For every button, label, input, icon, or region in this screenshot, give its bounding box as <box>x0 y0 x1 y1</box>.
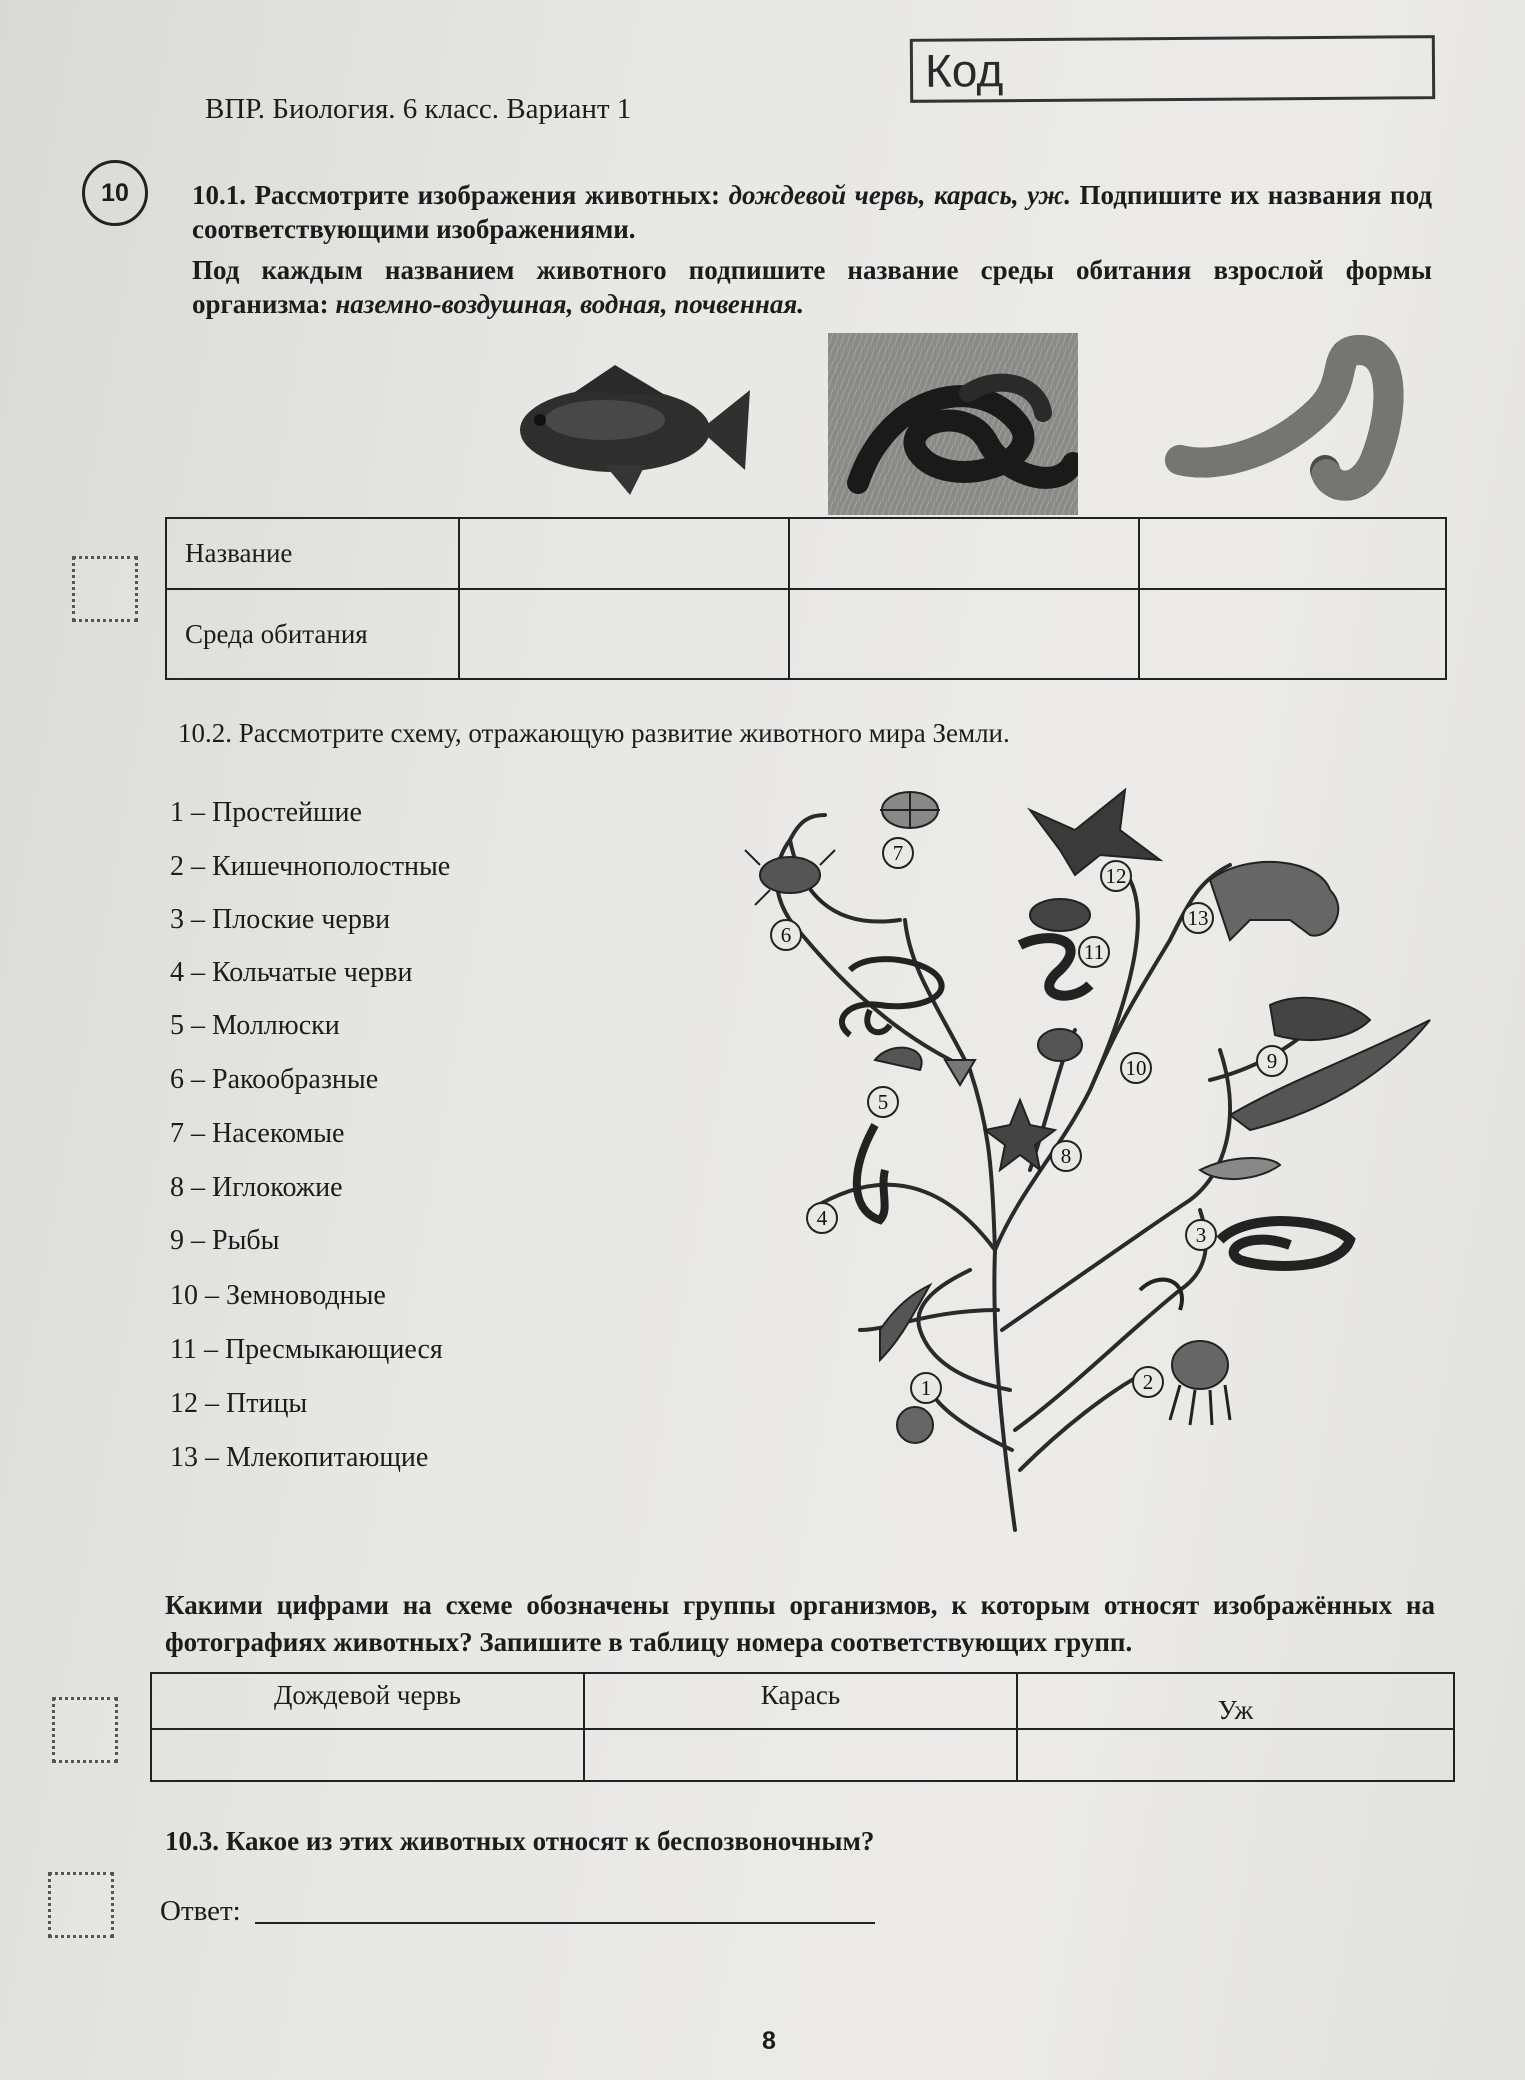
tree-number: 5 <box>877 1090 889 1114</box>
legend-item: 13 – Млекопитающие <box>170 1442 429 1473</box>
tree-number: 1 <box>920 1376 932 1400</box>
legend-item: 10 – Земноводные <box>170 1280 386 1311</box>
table1-name-cell-1[interactable] <box>459 518 789 589</box>
table1-row1-label: Название <box>166 518 459 589</box>
legend-item: 2 – Кишечнополостные <box>170 851 451 882</box>
table1-habitat-cell-1[interactable] <box>459 589 789 679</box>
tree-number: 10 <box>1125 1056 1147 1080</box>
earthworm-photo <box>1160 330 1410 510</box>
legend-item: 5 – Моллюски <box>170 1010 340 1041</box>
table2-answer-earthworm[interactable] <box>151 1729 584 1781</box>
table2-header-earthworm: Дождевой червь <box>151 1673 584 1729</box>
instruction-intro: 10.1. Рассмотрите изображения животных: <box>192 180 729 210</box>
code-box[interactable] <box>910 35 1435 103</box>
task-10-1-instruction-2 <box>192 253 1432 321</box>
tree-number: 12 <box>1105 864 1127 888</box>
tree-number: 9 <box>1266 1049 1278 1073</box>
legend-item: 1 – Простейшие <box>170 797 362 828</box>
instruction-rest: Подпишите их названия под соответствующими изображениями. <box>192 180 1432 244</box>
question-text: Какими цифрами на схеме обозначены группы организмов, к которым относят изображённых на фотографиях животных? Запишите в таблицу номера соответствующих групп. <box>165 1590 1435 1657</box>
task-number-badge: 10 <box>82 160 148 226</box>
task-10-2-question <box>165 1587 1435 1661</box>
groups-table <box>150 1672 1455 1782</box>
table2-answer-grass-snake[interactable] <box>1017 1729 1454 1781</box>
table1-name-cell-2[interactable] <box>789 518 1139 589</box>
code-label: Код <box>924 44 1004 97</box>
tree-number: 4 <box>816 1206 828 1230</box>
legend-item: 8 – Иглокожие <box>170 1172 343 1203</box>
table1-habitat-cell-2[interactable] <box>789 589 1139 679</box>
table1-name-cell-3[interactable] <box>1139 518 1446 589</box>
tree-number: 11 <box>1083 940 1105 964</box>
table1-row2-label: Среда обитания <box>166 589 459 679</box>
score-box-10-2[interactable] <box>52 1697 118 1763</box>
tree-number: 3 <box>1195 1223 1207 1247</box>
answer-label: Ответ: <box>160 1895 241 1927</box>
tree-branch <box>905 920 995 1250</box>
fish-photo <box>495 360 755 500</box>
score-box-10-3[interactable] <box>48 1872 114 1938</box>
task-10-3-question: 10.3. Какое из этих животных относят к беспозвоночным? <box>165 1826 875 1856</box>
tree-number: 2 <box>1142 1370 1154 1394</box>
task-10-2-title: 10.2. Рассмотрите схему, отражающую развитие животного мира Земли. <box>178 718 1010 748</box>
legend-item: 11 – Пресмыкающиеся <box>170 1334 443 1365</box>
tree-number: 13 <box>1187 906 1209 930</box>
score-box-10-1[interactable] <box>72 556 138 622</box>
evolution-tree-diagram <box>730 770 1450 1540</box>
page-header-title: ВПР. Биология. 6 класс. Вариант 1 <box>205 93 632 125</box>
instruction-animals: дождевой червь, карась, уж. <box>728 180 1071 210</box>
legend-item: 9 – Рыбы <box>170 1225 280 1256</box>
table2-header-carp: Карась <box>584 1673 1017 1729</box>
task-10-1-instruction <box>192 178 1432 246</box>
legend-item: 7 – Насекомые <box>170 1118 345 1149</box>
instruction-habitats: наземно-воздушная, водная, почвенная. <box>335 289 805 319</box>
table2-header-grass-snake: Уж <box>1017 1673 1454 1729</box>
legend-item: 6 – Ракообразные <box>170 1064 379 1095</box>
snake-photo <box>828 333 1078 515</box>
legend-item: 3 – Плоские черви <box>170 904 391 935</box>
answer-line[interactable] <box>255 1922 875 1924</box>
table1-habitat-cell-3[interactable] <box>1139 589 1446 679</box>
tree-number: 6 <box>780 923 792 947</box>
table2-answer-carp[interactable] <box>584 1729 1017 1781</box>
tree-number: 8 <box>1060 1144 1072 1168</box>
instruction-line2: Под каждым названием животного подпишите название среды обитания взрослой формы организма: <box>192 255 1432 319</box>
page-number: 8 <box>762 2027 776 2055</box>
legend-item: 12 – Птицы <box>170 1388 308 1419</box>
tree-number: 7 <box>892 841 904 865</box>
names-habitat-table <box>165 517 1447 680</box>
legend-item: 4 – Кольчатые черви <box>170 957 413 988</box>
